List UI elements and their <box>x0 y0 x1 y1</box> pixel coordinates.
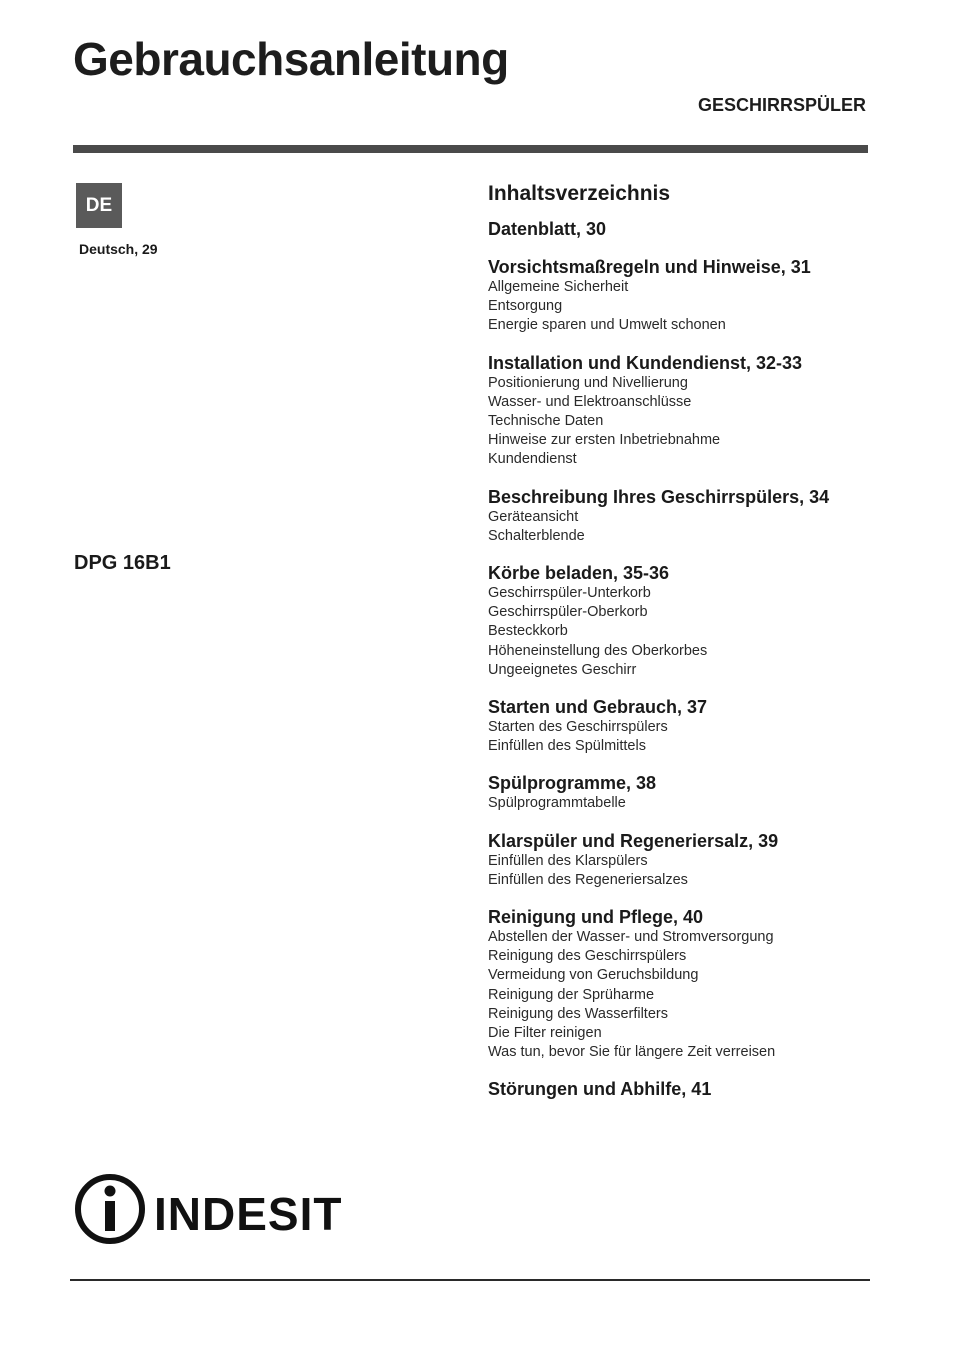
logo-wordmark: INDESIT <box>154 1188 343 1240</box>
toc-section <box>488 219 888 240</box>
indesit-logo <box>72 1170 347 1253</box>
toc-subitem: Allgemeine Sicherheit <box>488 279 629 295</box>
toc-section <box>488 1079 888 1100</box>
toc-section-title: Starten und Gebrauch, 37 <box>488 697 708 718</box>
toc-subitem: Was tun, bevor Sie für längere Zeit verreisen <box>488 1044 776 1061</box>
toc-section-title: Klarspüler und Regeneriersalz, 39 <box>488 830 779 851</box>
toc-subitem: Schalterblende <box>488 527 585 544</box>
toc-subitem: Die Filter reinigen <box>488 1025 602 1042</box>
toc-section <box>488 831 888 890</box>
toc-section-title: Beschreibung Ihres Geschirrspülers, 34 <box>488 486 830 507</box>
toc-subitem: Reinigung des Geschirrspülers <box>488 948 687 965</box>
footer-divider <box>70 1279 870 1281</box>
toc-subitem: Reinigung des Wasserfilters <box>488 1005 668 1022</box>
toc-section-title: Körbe beladen, 35-36 <box>488 563 670 584</box>
toc-section-title: Vorsichtsmaßregeln und Hinweise, 31 <box>488 257 811 277</box>
toc-section <box>488 907 888 1062</box>
toc-section-title: Störungen und Abhilfe, 41 <box>488 1079 712 1100</box>
toc-subitem: Starten des Geschirrspülers <box>488 719 668 736</box>
toc-subitem: Wasser- und Elektroanschlüsse <box>488 393 692 410</box>
toc-subitem: Geräteansicht <box>488 508 579 525</box>
indesit-logo-icon <box>72 1170 347 1248</box>
language-badge: DE <box>76 183 122 228</box>
toc-subitem: Besteckkorb <box>488 623 568 640</box>
toc-section <box>488 697 888 756</box>
toc-subitem: Spülprogrammtabelle <box>488 795 626 812</box>
toc-section-title: Datenblatt, 30 <box>488 219 607 239</box>
toc-subitem: Vermeidung von Geruchsbildung <box>488 967 699 984</box>
toc-section <box>488 773 888 813</box>
toc-subitem: Reinigung der Sprüharme <box>488 986 655 1003</box>
toc-subitem: Energie sparen und Umwelt schonen <box>488 317 726 334</box>
toc-subitem: Geschirrspüler-Oberkorb <box>488 604 648 621</box>
toc-subitem: Technische Daten <box>488 413 604 430</box>
page-title: Gebrauchsanleitung <box>73 33 509 85</box>
toc-subitem: Einfüllen des Klarspülers <box>488 852 648 869</box>
language-label: Deutsch, 29 <box>79 241 158 257</box>
model-number: DPG 16B1 <box>74 552 171 574</box>
toc-sections <box>488 219 888 1100</box>
toc-subitem: Kundendienst <box>488 451 577 468</box>
toc-section <box>488 257 888 336</box>
toc-subitem: Positionierung und Nivellierung <box>488 374 688 391</box>
toc-section <box>488 487 888 546</box>
toc-heading: Inhaltsverzeichnis <box>488 182 671 205</box>
toc-section-title: Installation und Kundendienst, 32-33 <box>488 352 803 373</box>
product-category: GESCHIRRSPÜLER <box>697 95 866 115</box>
toc-subitem: Hinweise zur ersten Inbetriebnahme <box>488 432 721 449</box>
toc-section <box>488 563 888 680</box>
header-divider <box>73 145 868 153</box>
toc-subitem: Höheneinstellung des Oberkorbes <box>488 642 708 659</box>
toc-subitem: Einfüllen des Spülmittels <box>488 738 646 755</box>
toc-section-title: Reinigung und Pflege, 40 <box>488 907 704 928</box>
toc-subitem: Ungeeignetes Geschirr <box>488 661 637 678</box>
toc-subitem: Einfüllen des Regeneriersalzes <box>488 871 688 888</box>
toc-section <box>488 353 888 470</box>
toc-subitem: Entsorgung <box>488 298 563 315</box>
toc-section-title: Spülprogramme, 38 <box>488 773 657 794</box>
table-of-contents <box>488 181 888 1117</box>
toc-subitem: Geschirrspüler-Unterkorb <box>488 585 651 602</box>
toc-subitem: Abstellen der Wasser- und Stromversorgung <box>488 929 774 946</box>
